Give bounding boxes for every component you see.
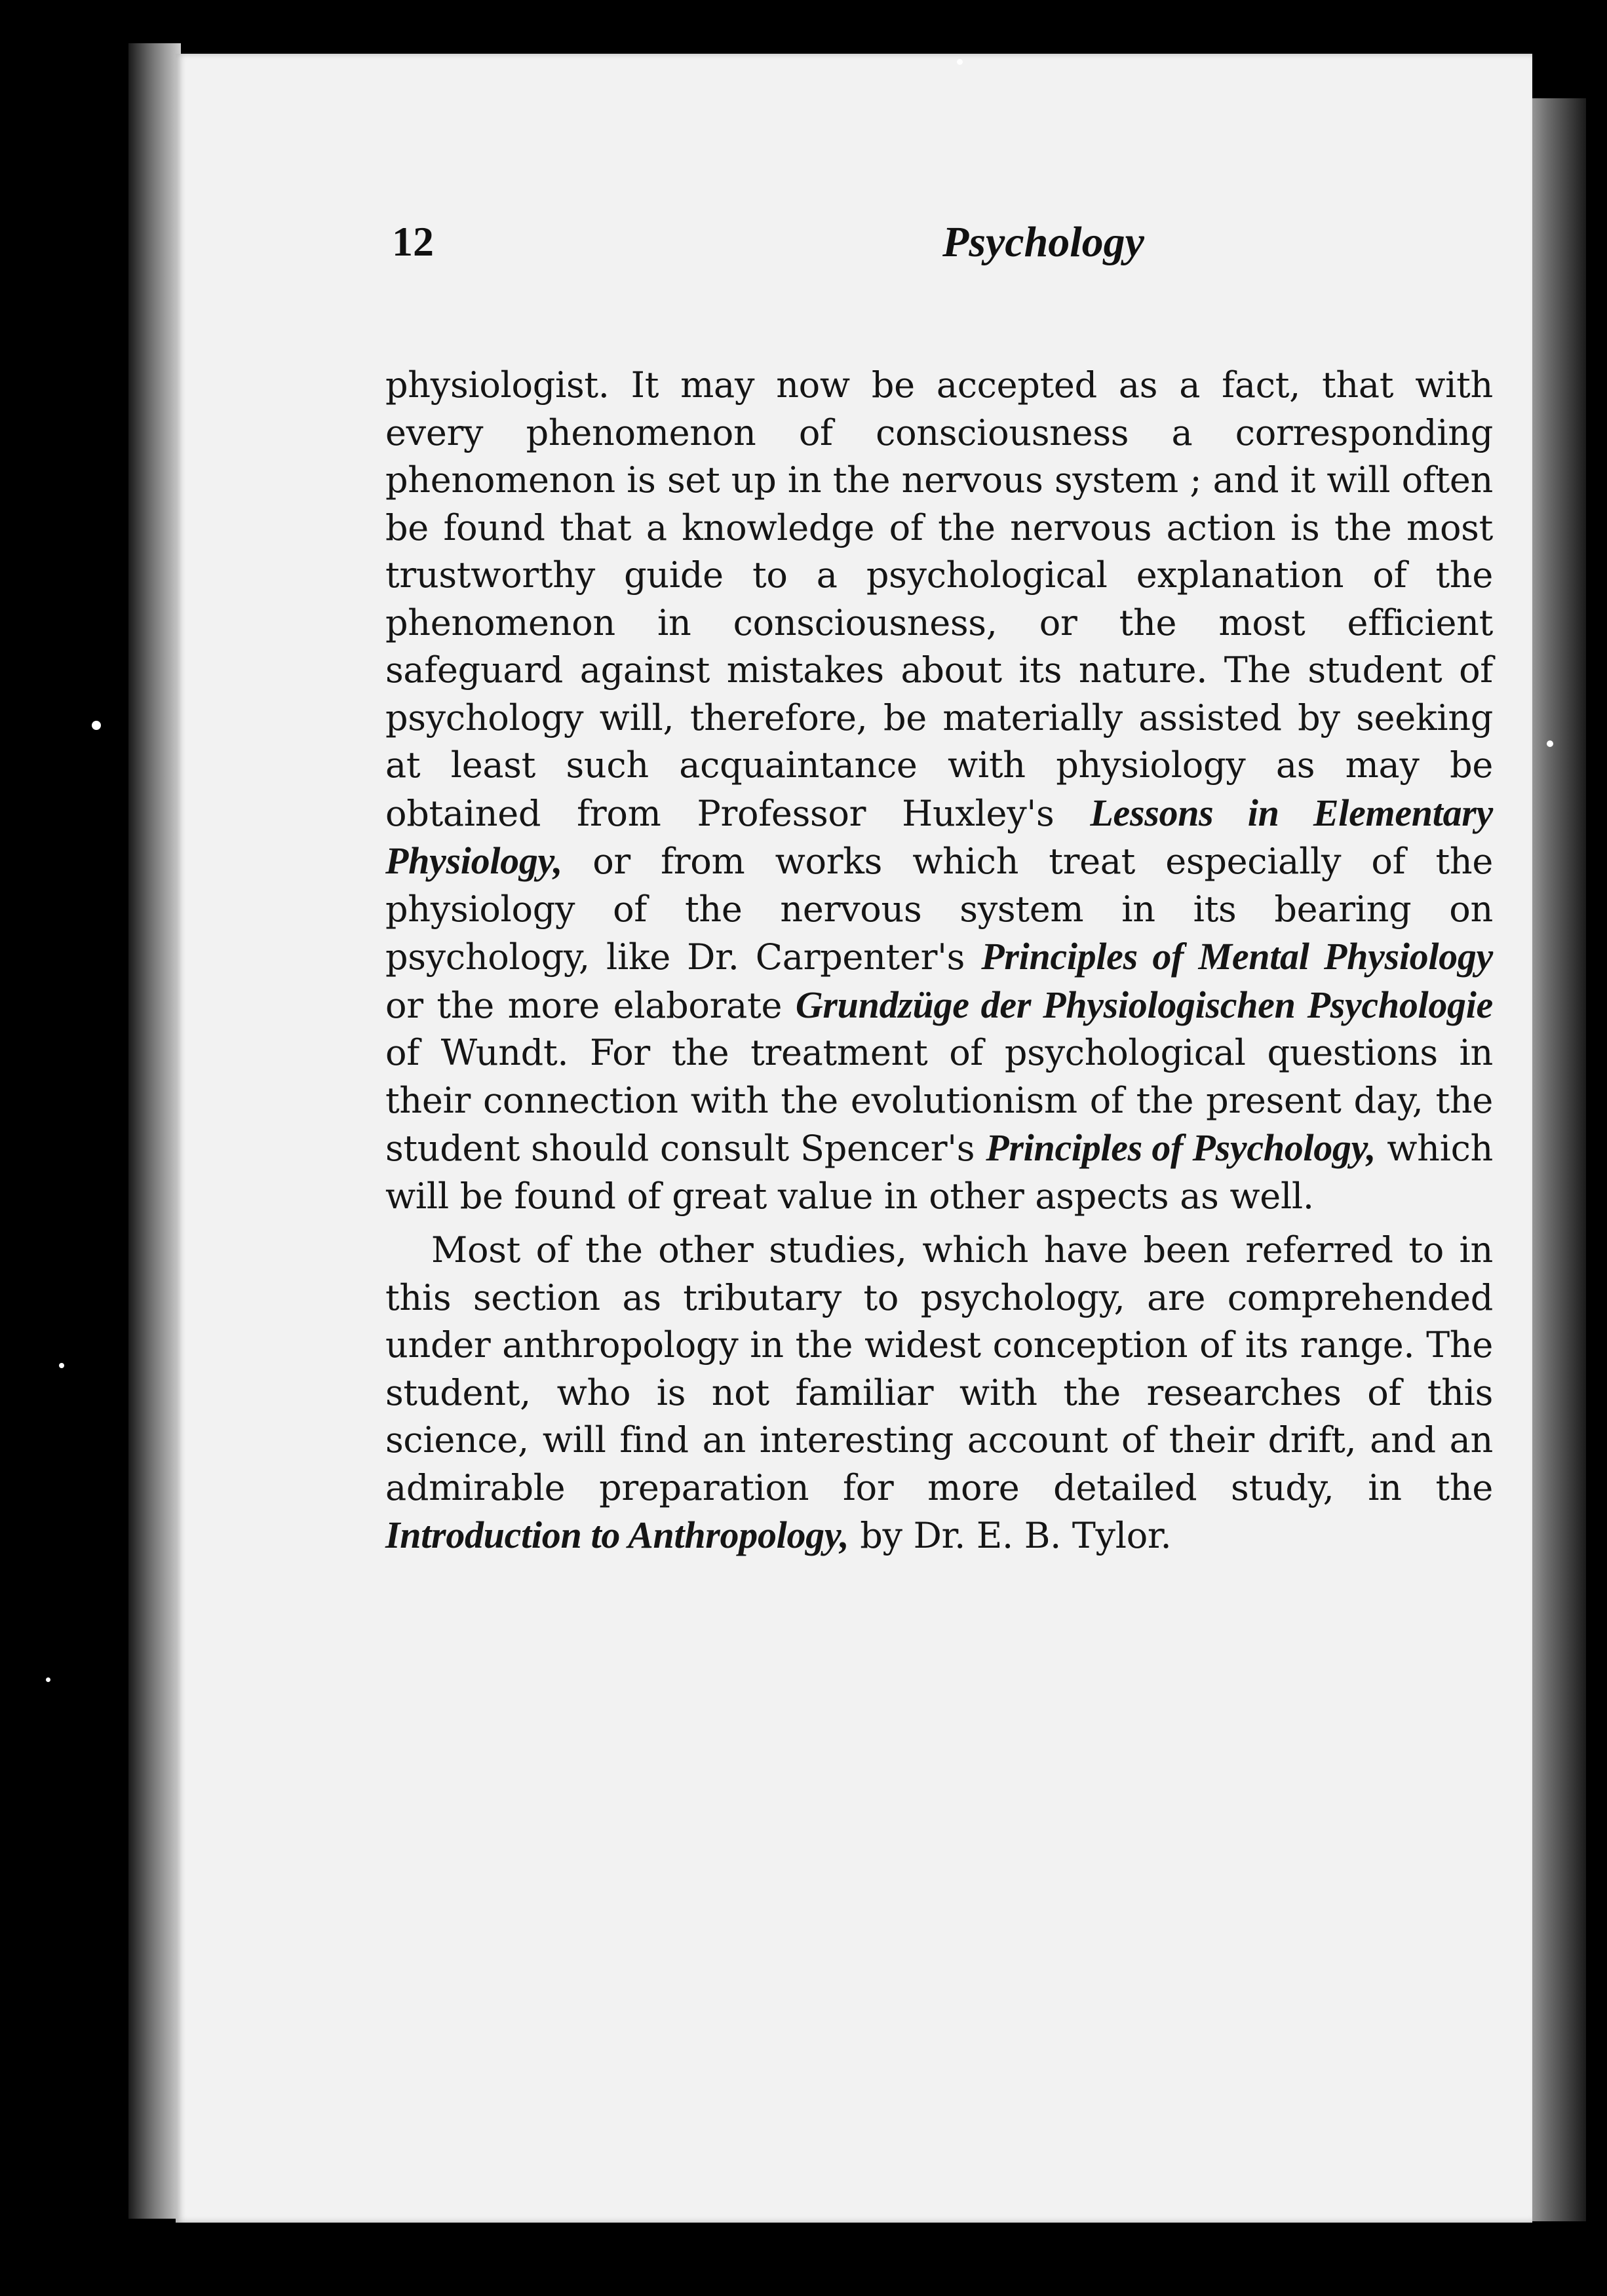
book-title: Principles of Mental Physiology xyxy=(981,935,1493,978)
paragraph-2 xyxy=(385,1227,1493,1560)
body-text xyxy=(385,362,1493,1560)
book-title: Principles of Psychology, xyxy=(986,1126,1376,1169)
text-segment: physiologist. It may now be accepted as a fact, that with every phenomenon of consciousness a corresponding phenomenon is set up in the nervous system ; and it will often be found that a knowledge of the nervous action is the most trustworthy guide to a psychological explanation of the phenomenon in consciousness, or the most efficient safeguard against mistakes about its nature. The student of psychology will, therefore, be materially assisted by seeking at least such acquaintance with physiology as may be obtained from Professor Huxley's xyxy=(385,364,1493,834)
paragraph-1 xyxy=(385,362,1493,1220)
text-segment: which will be found of great value in other aspects as well. xyxy=(385,1128,1493,1217)
text-segment: Most of the other studies, which have been referred to in this section as tributary to psychology, are comprehended under anthropology in the widest conception of its range. The student, who is not familiar with the researches of this science, will find an interesting account of their drift, and an admirable preparation for more detailed study, in the xyxy=(385,1229,1493,1508)
book-spine-shadow xyxy=(128,43,181,2219)
book-title: Lessons in Elementary Physiology, xyxy=(385,791,1493,882)
scan-speck xyxy=(59,1363,64,1368)
text-segment: or the more elaborate xyxy=(385,984,796,1026)
running-title: Psychology xyxy=(942,218,1144,266)
page-header xyxy=(392,218,1493,283)
scan-speck xyxy=(46,1677,50,1682)
book-title: Introduction to Anthropology, xyxy=(385,1514,849,1556)
scan-speck xyxy=(92,721,101,730)
scan-speck xyxy=(1547,740,1553,747)
text-segment: by Dr. E. B. Tylor. xyxy=(849,1515,1172,1556)
page-number: 12 xyxy=(392,218,434,265)
text-segment: of Wundt. For the treatment of psychological questions in their connection with the evolutionism of the present day, the student should consult Spencer's xyxy=(385,1032,1493,1169)
book-title: Grundzüge der Physiologischen Psychologie xyxy=(795,983,1493,1026)
book-page xyxy=(176,54,1532,2223)
text-segment: or from works which treat especially of the physiology of the nervous system in its bearing on psychology, like Dr. Carpenter's xyxy=(385,841,1493,978)
scan-speck xyxy=(957,59,963,65)
